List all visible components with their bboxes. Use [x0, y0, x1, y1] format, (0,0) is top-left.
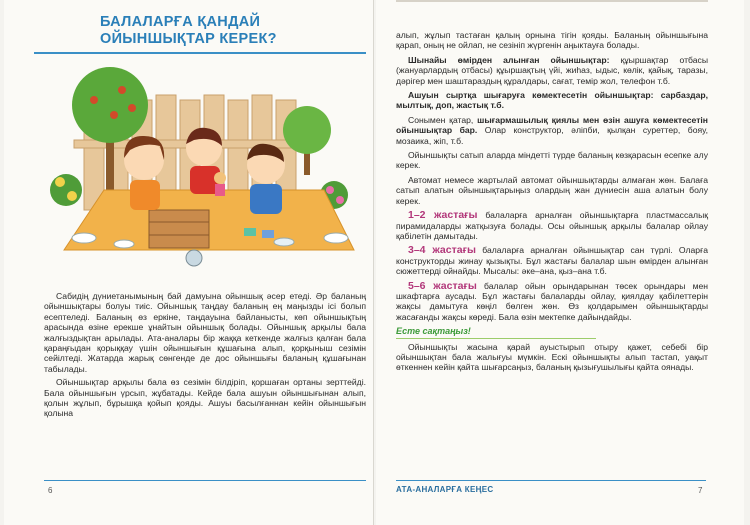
- paragraph-text: құыршақтар отбасы (жануарлардың отбасы) құыршақтың үйі, жиһаз, ыдыс, көлік, қайық, таразы, дәрігер мен шаштараздың құралдары, сағат, темір жол, телефон т.б.: [396, 54, 709, 86]
- paragraph-real-toys: [396, 55, 708, 86]
- right-body-text: [396, 30, 708, 377]
- bold-lead: шығармашылық қиялы мен өзін ашуға көмектесетін ойыншықтар бар.: [396, 114, 708, 136]
- paragraph-age-5-6: [396, 281, 708, 323]
- paragraph: Автомат немесе жартылай автомат ойыншықтарды алмаған жөн. Балаға сатып алатын ойыншықтарыңыз олардың жан дүниесін аша алатын болу керек.: [396, 174, 708, 206]
- paragraph-text: балаларға арналған ойыншықтарға пластмассалық пирамидаларды жатқызуға болады. Осы ойыншық арқылы балалар ойлау қабілетін дамытады.: [396, 210, 709, 241]
- note-heading: Есте сақтаңыз!: [396, 326, 596, 338]
- page-number: 6: [48, 486, 53, 495]
- paragraph: Сабидің дүниетанымының бай дамуына ойыншық әсер етеді. Әр баланың ойыншықтары болуы тиіс. Ойыншық таңдау баланың ең маңызды ісі болып есептеледі. Баланың өз еркіне, таңдауына байланысты, көп ойыншықтың арасында өзіне ерекше ұнайтын ойыншық болады. Ойыншық арқылы бала жалғыздықтан арылады. Ата-аналары бір жаққа кеткенде жалғыз қалған бала қараңғыдан қорыққау үшін ойыншығын құшағына алып, қорқыныш сезімін сейілтеді. Жатарда жарық сөнгенде де дос ойыншығы баланың құшағынан табылады.: [44, 291, 366, 374]
- paragraph-text: балалар ойын орындарынан төсек орындары мен шкафтарға аусады. Бұл жастағы балаларды ойлау, қиялдау қабілеттерін жақсы дамытуға көңіл бөлген жөн. Өз қолдарымен ойыншықтарды жасағанды жақсы көреді. Бала өзін мектепке дайындайды.: [396, 280, 708, 322]
- page-number: 7: [698, 486, 703, 495]
- paragraph-text: балаларға арналған ойыншықтар сан түрлі. Оларға конструкторды жинау қызықты. Бұл жастағы балалар шын өмірден алынған сюжеттерді ойнайды. Мысалы: әке–ана, қыз–ана т.б.: [396, 245, 708, 277]
- footer-rule: [44, 480, 366, 481]
- paragraph: Ойыншықтар арқылы бала өз сезімін білдіріп, қоршаған ортаны зерттейді. Бала ойыншығын үрсып, жұбатады. Кейде бала ашуын ойыншығынан алып, қолын жұлып, бұрышқа қойып қояды. Ашуы басылғаннан кейін ойыншығын қолына: [44, 377, 366, 419]
- age-heading: 3–4 жастағы: [408, 244, 476, 257]
- paragraph-aggression-toys: Ашуын сыртқа шығаруға көмектесетін ойыншықтар: сарбаздар, мылтық, доп, жастық т.б.: [396, 90, 708, 111]
- left-page: [4, 0, 374, 525]
- paragraph-text: Сонымен қатар,: [408, 114, 478, 125]
- running-footer: АТА-АНАЛАРҒА КЕҢЕС: [396, 485, 494, 494]
- paragraph-age-3-4: [396, 245, 708, 276]
- paragraph-text: Олар конструктор, әліпби, қылқан суреттер, бояу, мозаика, жіп, т.б.: [396, 125, 708, 146]
- footer-rule: [396, 480, 706, 481]
- left-body-text: [44, 291, 366, 422]
- paragraph: алып, жұлып тастаған қалың орнына тігін қояды. Баланың ойыншығына қарап, оның не ойлап, не сезініп жүргенін аңыктауға болады.: [396, 30, 708, 51]
- paragraph: Ойыншықты сатып аларда міндетті түрде баланың көзқарасын есепке алу керек.: [396, 150, 708, 171]
- page-title: БАЛАЛАРҒА ҚАНДАЙ ОЙЫНШЫҚТАР КЕРЕК?: [100, 14, 277, 47]
- paragraph-creative-toys: [396, 115, 708, 146]
- top-rule: [396, 0, 708, 2]
- title-rule: [34, 52, 366, 54]
- right-page: [376, 0, 744, 525]
- age-heading: 1–2 жастағы: [408, 209, 478, 222]
- bold-lead: Шынайы өмірден алынған ойыншықтар:: [408, 54, 610, 65]
- paragraph: Ойыншықты жасына қарай ауыстырып отыру қажет, себебі бір ойыншықтан бала жалығуы мүмкін. Ескі ойыншықты алып тастап, уақыт өткеннен кейін қайта шығарсаңыз, баланың қызығушылығы қайта оянады.: [396, 341, 708, 373]
- children-playing-illustration: [44, 60, 364, 275]
- paragraph-age-1-2: [396, 210, 708, 241]
- age-heading: 5–6 жастағы: [408, 279, 477, 292]
